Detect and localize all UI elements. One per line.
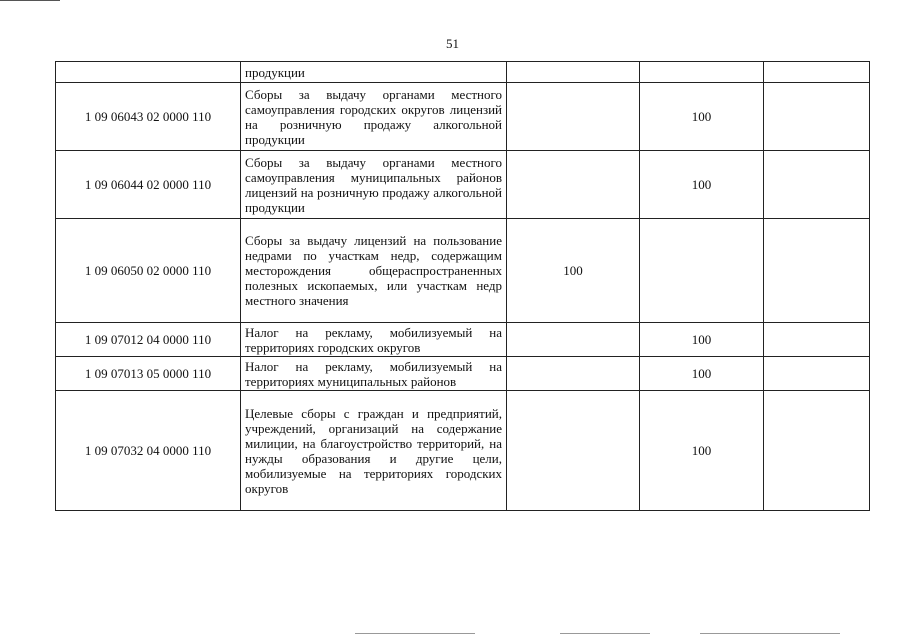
value-cell-col5 <box>764 323 870 357</box>
value-cell-col3: 100 <box>507 219 640 323</box>
value-cell-col4: 100 <box>640 391 764 511</box>
value-cell-col5 <box>764 83 870 151</box>
value-cell-col3 <box>507 357 640 391</box>
revenue-code-cell: 1 09 07032 04 0000 110 <box>56 391 241 511</box>
revenue-code-cell: 1 09 07012 04 0000 110 <box>56 323 241 357</box>
scan-artifact-bottom-1 <box>355 633 475 634</box>
value-cell-col3 <box>507 323 640 357</box>
value-cell-col5 <box>764 219 870 323</box>
revenue-code-table <box>55 61 870 511</box>
revenue-code-cell: 1 09 06044 02 0000 110 <box>56 151 241 219</box>
value-cell-col3 <box>507 391 640 511</box>
revenue-description-cell: Сборы за выдачу лицензий на пользование недрами по участкам недр, содержащим месторождения общераспространенных полезных ископаемых, или участкам недр местного значения <box>241 219 507 323</box>
table-row <box>56 62 870 83</box>
revenue-code-cell <box>56 62 241 83</box>
value-cell-col4 <box>640 62 764 83</box>
value-cell-col5 <box>764 151 870 219</box>
table-row <box>56 391 870 511</box>
table-row <box>56 219 870 323</box>
table-row <box>56 83 870 151</box>
value-cell-col3 <box>507 62 640 83</box>
value-cell-col4: 100 <box>640 323 764 357</box>
scan-artifact-top <box>0 0 60 1</box>
revenue-description-cell: Налог на рекламу, мобилизуемый на территориях городских округов <box>241 323 507 357</box>
table-row <box>56 151 870 219</box>
revenue-code-cell: 1 09 06050 02 0000 110 <box>56 219 241 323</box>
value-cell-col4: 100 <box>640 357 764 391</box>
value-cell-col5 <box>764 391 870 511</box>
scan-artifact-bottom-3 <box>700 633 840 634</box>
table-row <box>56 323 870 357</box>
revenue-description-cell: продукции <box>241 62 507 83</box>
table-row <box>56 357 870 391</box>
revenue-description-cell: Сборы за выдачу органами местного самоуправления муниципальных районов лицензий на розничную продажу алкогольной продукции <box>241 151 507 219</box>
revenue-description-cell: Сборы за выдачу органами местного самоуправления городских округов лицензий на розничную продажу алкогольной продукции <box>241 83 507 151</box>
revenue-code-cell: 1 09 07013 05 0000 110 <box>56 357 241 391</box>
value-cell-col5 <box>764 62 870 83</box>
page-number: 51 <box>446 36 459 51</box>
value-cell-col4: 100 <box>640 151 764 219</box>
value-cell-col4 <box>640 219 764 323</box>
value-cell-col5 <box>764 357 870 391</box>
revenue-code-cell: 1 09 06043 02 0000 110 <box>56 83 241 151</box>
scan-artifact-bottom-2 <box>560 633 650 634</box>
value-cell-col4: 100 <box>640 83 764 151</box>
revenue-description-cell: Налог на рекламу, мобилизуемый на территориях муниципальных районов <box>241 357 507 391</box>
revenue-description-cell: Целевые сборы с граждан и предприятий, учреждений, организаций на содержание милиции, на благоустройство территорий, на нужды образования и другие цели, мобилизуемые на территориях городских округов <box>241 391 507 511</box>
value-cell-col3 <box>507 83 640 151</box>
value-cell-col3 <box>507 151 640 219</box>
